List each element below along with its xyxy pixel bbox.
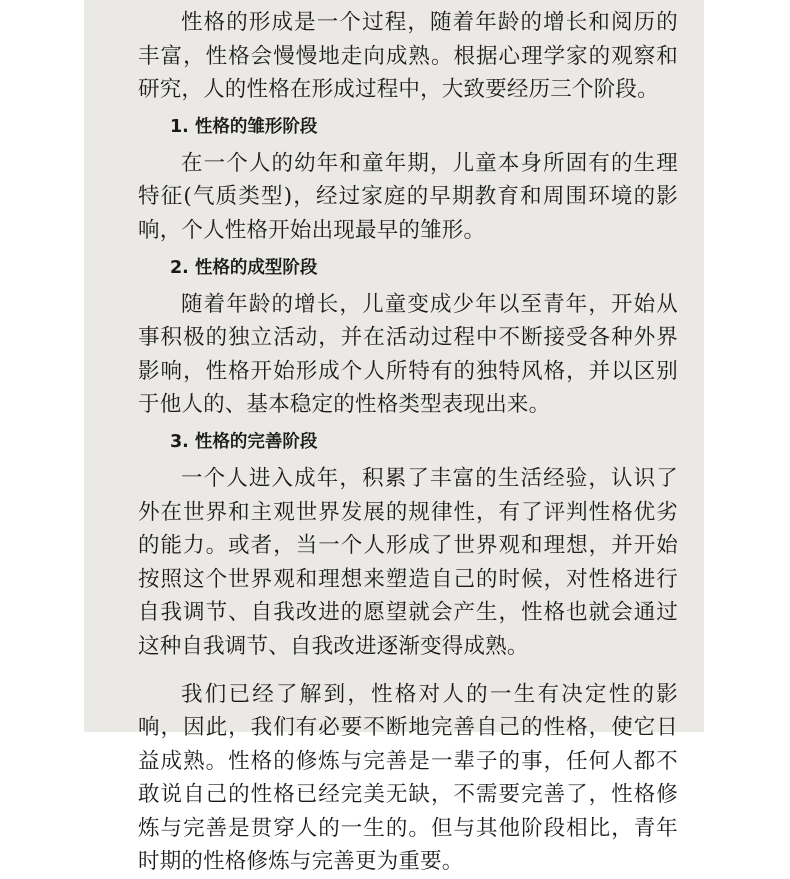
stage2-paragraph: 随着年龄的增长，儿童变成少年以至青年，开始从事积极的独立活动，并在活动过程中不断接受各种外界影响，性格开始形成个人所特有的独特风格，并以区别于他人的、基本稳定的性格类型表现出来。: [138, 288, 678, 422]
book-page: [84, 0, 704, 732]
stage3-paragraph: 一个人进入成年，积累了丰富的生活经验，认识了外在世界和主观世界发展的规律性，有了评判性格优劣的能力。或者，当一个人形成了世界观和理想，并开始按照这个世界观和理想来塑造自己的时候，对性格进行自我调节、自我改进的愿望就会产生，性格也就会通过这种自我调节、自我改进逐渐变得成熟。: [138, 462, 678, 664]
conclusion-paragraph: 我们已经了解到，性格对人的一生有决定性的影响，因此，我们有必要不断地完善自己的性格，使它日益成熟。性格的修炼与完善是一辈子的事，任何人都不敢说自己的性格已经完美无缺，不需要完善了，性格修炼与完善是贯穿人的一生的。但与其他阶段相比，青年时期的性格修炼与完善更为重要。: [138, 678, 678, 879]
stage1-heading: 1. 性格的雏形阶段: [138, 113, 678, 141]
intro-paragraph: 性格的形成是一个过程，随着年龄的增长和阅历的丰富，性格会慢慢地走向成熟。根据心理学家的观察和研究，人的性格在形成过程中，大致要经历三个阶段。: [138, 6, 678, 107]
stage1-paragraph: 在一个人的幼年和童年期，儿童本身所固有的生理特征(气质类型)，经过家庭的早期教育和周围环境的影响，个人性格开始出现最早的雏形。: [138, 147, 678, 248]
stage3-heading: 3. 性格的完善阶段: [138, 428, 678, 456]
text-body: [138, 0, 678, 879]
stage2-heading: 2. 性格的成型阶段: [138, 254, 678, 282]
